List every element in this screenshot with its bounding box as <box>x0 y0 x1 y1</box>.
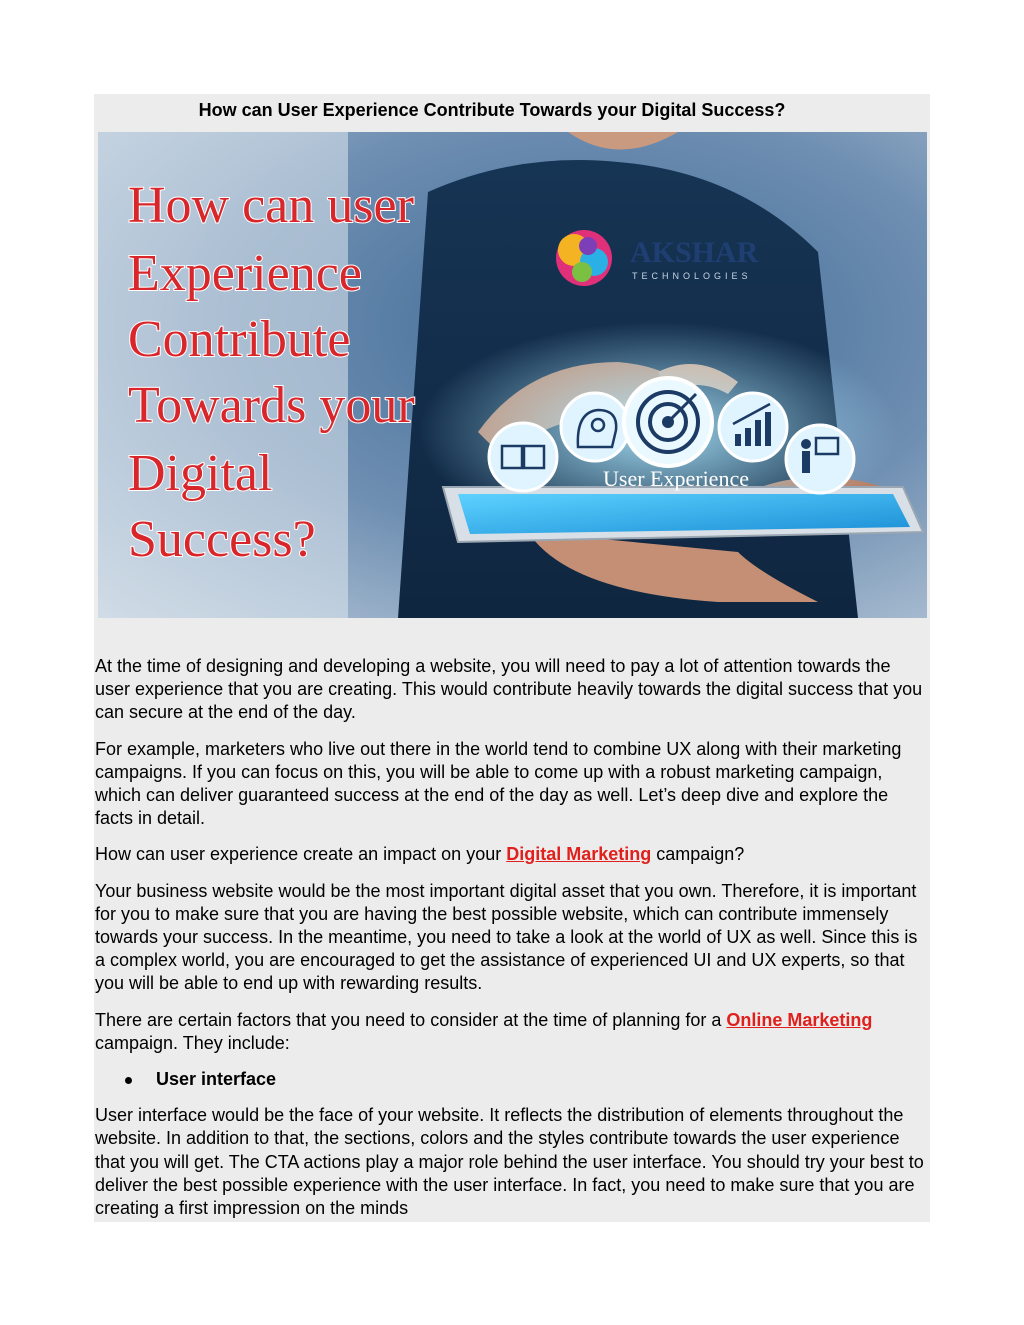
hero-headline-line: Success? <box>128 511 316 568</box>
digital-marketing-link[interactable]: Digital Marketing <box>506 844 652 865</box>
paragraph: User interface would be the face of your website. It reflects the distribution of elements throughout the website. In addition to that, the sections, colors and the styles contribute towards the user experience that you will get. The CTA actions play a major role behind the user interface. You should try your best to deliver the best possible experience with the user interface. In fact, you need to make sure that you are creating a first impression on the minds <box>95 1105 924 1219</box>
article-body <box>95 655 925 1233</box>
hero-image <box>98 132 927 618</box>
hero-headline-line: Towards your <box>128 377 415 434</box>
paragraph <box>95 843 925 866</box>
brand-tagline: TECHNOLOGIES <box>632 271 752 281</box>
paragraph-text: campaign? <box>651 844 745 865</box>
hero-headline-line: Contribute <box>128 311 351 368</box>
paragraph-text: How can user experience create an impact on your <box>95 844 507 865</box>
paragraph: For example, marketers who live out there in the world tend to combine UX along with their marketing campaigns. If you can focus on this, you will be able to come up with a robust marketing campaign, which can deliver guaranteed success at the end of the day as well. Let’s deep dive and explore the facts in detail. <box>95 738 902 829</box>
paragraph-text: There are certain factors that you need to consider at the time of planning for a <box>95 1009 727 1030</box>
hero-headline-line: Digital <box>128 445 273 502</box>
paragraph: Your business website would be the most important digital asset that you own. Therefore, it is important for you to make sure that you are having the best possible website, which can contribute immensely towards your success. In the meantime, you need to take a look at the world of UX as well. Since this is a complex world, you are encouraged to get the assistance of experienced UI and UX experts, so that you will be able to end up with rewarding results. <box>95 880 918 994</box>
akshar-logo <box>556 230 759 286</box>
head-gears-icon <box>561 393 629 461</box>
target-icon <box>624 378 712 466</box>
bullet-icon <box>125 1077 132 1084</box>
hero-headline-line: How can user <box>128 177 414 234</box>
hero-headline-line: Experience <box>128 245 362 302</box>
tablet-label: User Experience <box>603 466 749 491</box>
presenter-icon <box>786 425 854 493</box>
page-title: How can User Experience Contribute Towards your Digital Success? <box>198 100 786 120</box>
document-page <box>94 94 930 1222</box>
brand-name: AKSHAR <box>630 236 759 269</box>
list-item <box>95 1068 925 1091</box>
bullet-text: User interface <box>156 1069 277 1090</box>
online-marketing-link[interactable]: Online Marketing <box>726 1009 873 1030</box>
bar-chart-icon <box>719 393 787 461</box>
book-icon <box>489 423 557 491</box>
paragraph <box>95 1009 925 1055</box>
paragraph: At the time of designing and developing a website, you will need to pay a lot of attention towards the user experience that you are creating. This would contribute heavily towards the digital success that you can secure at the end of the day. <box>95 656 923 723</box>
paragraph-text: campaign. They include: <box>95 1032 290 1053</box>
hero-illustration <box>98 132 927 618</box>
